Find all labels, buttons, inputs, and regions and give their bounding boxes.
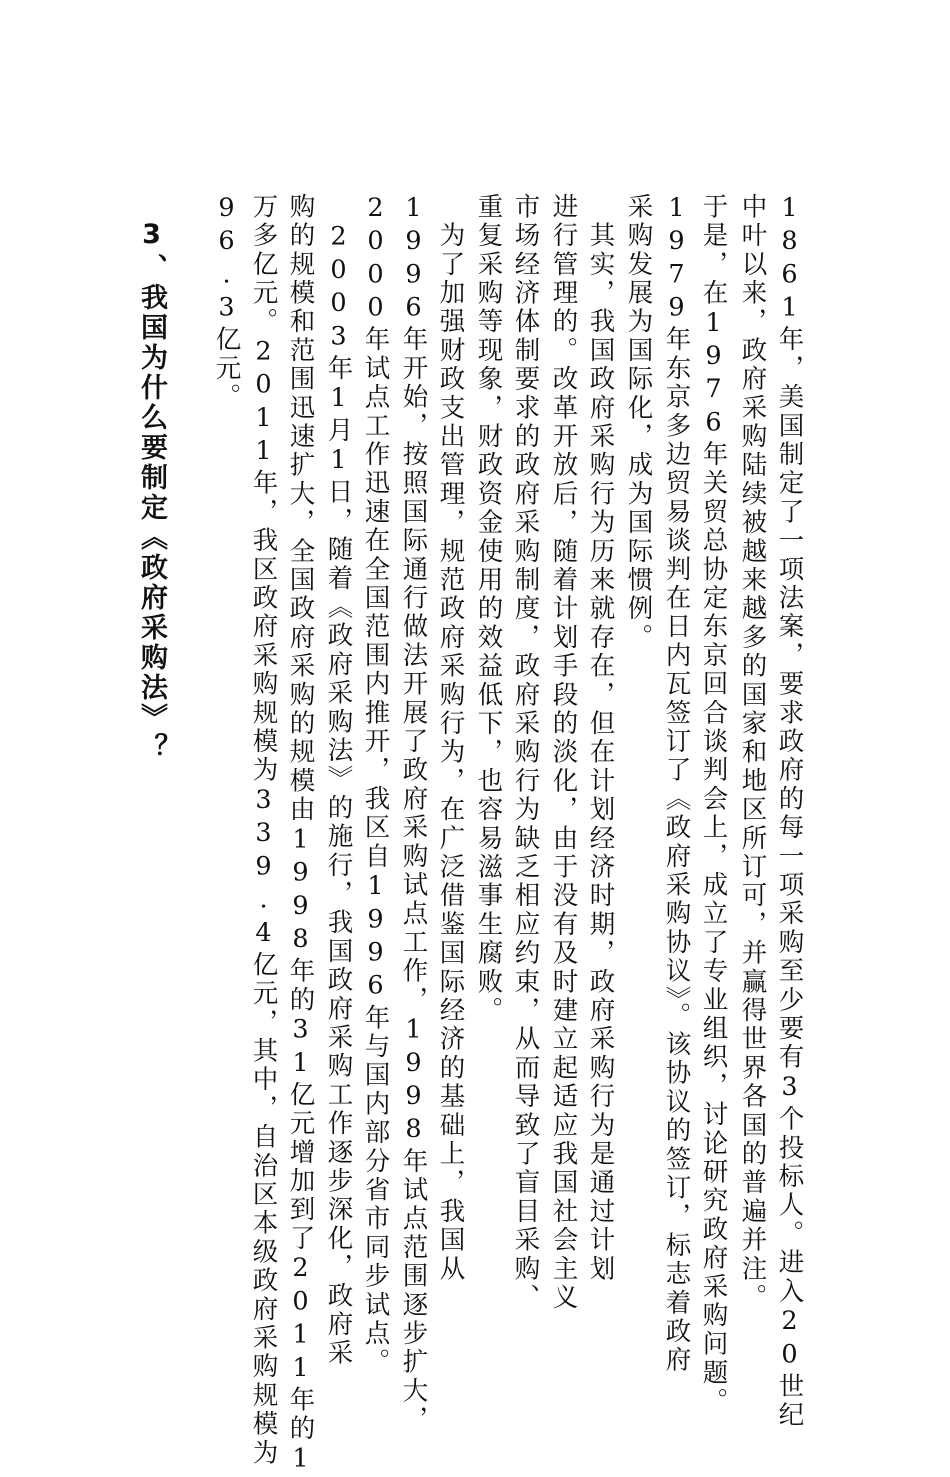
text-line-13: 2003年1月1日，随着《政府采购法》的施行，我国政府采购工作逐步深化，政府采 xyxy=(323,193,354,1368)
text-line-16: 96.3亿元。 xyxy=(211,193,242,412)
text-line-5: 采购发展为国际化，成为国际惯例。 xyxy=(623,193,654,653)
text-line-7: 进行管理的。改革开放后，随着计划手段的淡化，由于没有及时建立起适应我国社会主义 xyxy=(548,193,579,1313)
text-line-1: 1861年，美国制定了一项法案，要求政府的每一项采购至少要有3个投标人。进入20世纪 xyxy=(774,193,805,1430)
text-line-2: 中叶以来，政府采购陆续被越来越多的国家和地区所订可，并赢得世界各国的普遍并注。 xyxy=(737,193,768,1313)
text-line-4: 1979年东京多边贸易谈判在日内瓦签订了《政府采购协议》。该协议的签订，标志着政府 xyxy=(661,193,692,1375)
text-line-3: 于是，在1976年关贸总协定东京回合谈判会上，成立了专业组织，讨论研究政府采购问题。 xyxy=(698,193,729,1417)
text-line-12: 2000年试点工作迅速在全国范围内推开，我区自1996年与国内部分省市同步试点。 xyxy=(360,193,391,1377)
text-line-9: 重复采购等现象，财政资金使用的效益低下，也容易滋事生腐败。 xyxy=(473,193,504,1026)
text-line-15: 万多亿元。2011年，我区政府采购规模为339.4亿元，其中，自治区本级政府采购规模为 xyxy=(248,193,279,1468)
text-line-6: 其实，我国政府采购行为历来就存在，但在计划经济时期，政府采购行为是通过计划 xyxy=(585,193,616,1284)
section-heading: 3、我国为什么要制定《政府采购法》？ xyxy=(136,219,167,763)
text-line-14: 购的规模和范围迅速扩大，全国政府采购的规模由1998年的31亿元增加到了2011年的1 xyxy=(285,193,316,1477)
text-line-11: 1996年开始，按照国际通行做法开展了政府采购试点工作，1998年试点范围逐步扩大， xyxy=(398,193,429,1435)
text-line-8: 市场经济体制要求的政府采购制度，政府采购行为缺乏相应约束，从而导致了盲目采购、 xyxy=(510,193,541,1313)
text-line-10: 为了加强财政支出管理，规范政府采购行为，在广泛借鉴国际经济的基础上，我国从 xyxy=(435,193,466,1284)
